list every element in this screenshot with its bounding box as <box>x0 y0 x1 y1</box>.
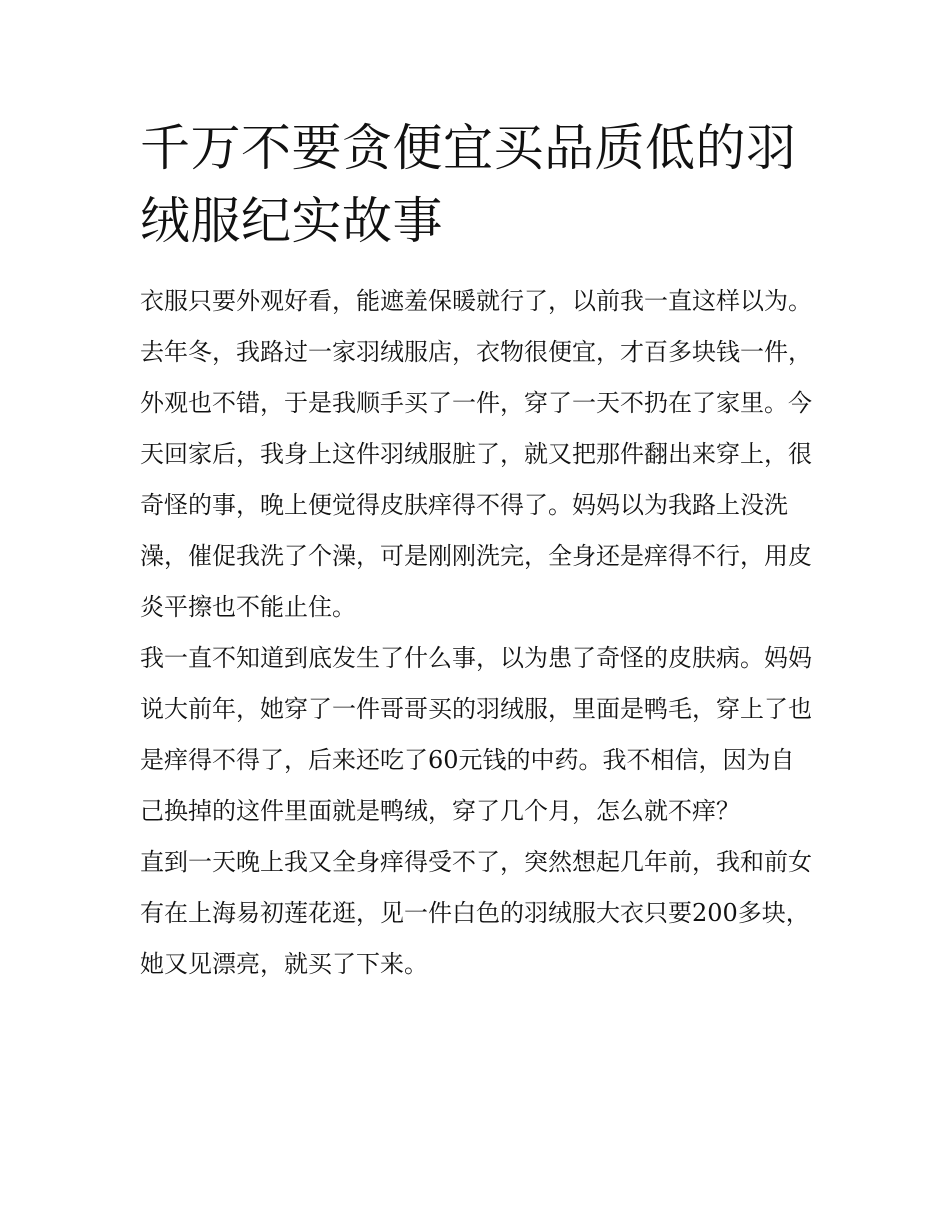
paragraph-3: 我一直不知道到底发生了什么事，以为患了奇怪的皮肤病。妈妈说大前年，她穿了一件哥哥买的羽绒服，里面是鸭毛，穿上了也是痒得不得了，后来还吃了60元钱的中药。我不相信，因为自己换掉的这件里面就是鸭绒，穿了几个月，怎么就不痒？ <box>140 644 812 825</box>
paragraph-1: 衣服只要外观好看，能遮羞保暖就行了，以前我一直这样以为。 <box>140 287 812 315</box>
document-body <box>140 276 815 990</box>
paragraph-4: 直到一天晚上我又全身痒得受不了，突然想起几年前，我和前女有在上海易初莲花逛，见一件白色的羽绒服大衣只要200多块，她又见漂亮，就买了下来。 <box>140 848 812 978</box>
paragraph-2: 去年冬，我路过一家羽绒服店，衣物很便宜，才百多块钱一件，外观也不错，于是我顺手买了一件，穿了一天不扔在了家里。今天回家后，我身上这件羽绒服脏了，就又把那件翻出来穿上，很奇怪的事，晚上便觉得皮肤痒得不得了。妈妈以为我路上没洗澡，催促我洗了个澡，可是刚刚洗完，全身还是痒得不行，用皮炎平擦也不能止住。 <box>140 338 812 621</box>
document-title: 千万不要贪便宜买品质低的羽绒服纪实故事 <box>140 119 797 250</box>
